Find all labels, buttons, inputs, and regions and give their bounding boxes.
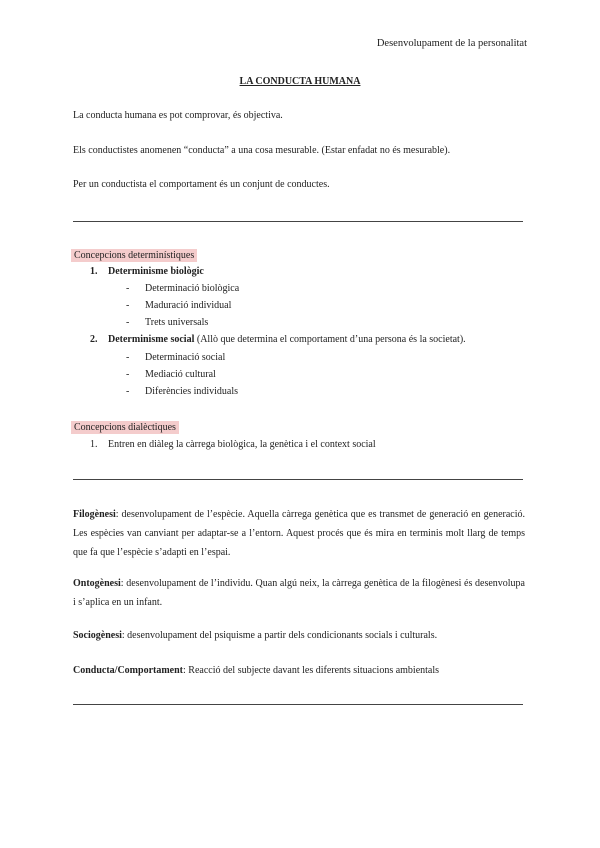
horizontal-divider <box>73 221 523 222</box>
sub-list-item-label: Maduració individual <box>145 300 232 311</box>
sub-list-item <box>126 369 216 380</box>
definition-text: : desenvolupament de l’individu. Quan algú neix, la càrrega genètica de la filogènesi és desenvolupa i s’aplica en un infant. <box>73 578 525 608</box>
dash-bullet: - <box>126 283 130 294</box>
sub-list-item-label: Determinació social <box>145 352 226 363</box>
sub-list-item <box>126 300 231 311</box>
dash-bullet: - <box>126 352 130 363</box>
list-item-title: Determinisme biològic <box>108 266 204 277</box>
dash-bullet: - <box>126 369 130 380</box>
definition-text: : desenvolupament del psiquisme a partir dels condicionants socials i culturals. <box>121 630 438 641</box>
sub-list-item <box>126 283 239 294</box>
sub-list-item-label: Trets universals <box>145 317 209 328</box>
definition-text: : Reacció del subjecte davant les diferents situacions ambientals <box>183 665 440 676</box>
list-item-title: Determinisme social <box>108 334 195 345</box>
definition-term: Conducta/Comportament <box>73 665 183 676</box>
sub-list-item-label: Mediació cultural <box>145 369 216 380</box>
list-item <box>90 266 204 277</box>
definition-term: Filogènesi <box>73 509 116 520</box>
definition-paragraph <box>73 626 525 645</box>
list-number: 1. <box>90 266 98 277</box>
definition-paragraph <box>73 505 525 562</box>
dash-bullet: - <box>126 386 130 397</box>
page-title: LA CONDUCTA HUMANA <box>239 76 361 87</box>
list-number: 2. <box>90 334 98 345</box>
list-item <box>90 334 466 345</box>
definition-term: Ontogènesi <box>73 578 121 589</box>
section-heading-dialectic: Concepcions dialèctiques <box>71 421 179 434</box>
sub-list-item-label: Diferències individuals <box>145 386 239 397</box>
sub-list-item <box>126 352 225 363</box>
dash-bullet: - <box>126 300 130 311</box>
page-header: Desenvolupament de la personalitat <box>376 38 527 49</box>
intro-paragraph-2: Els conductistes anomenen “conducta” a una cosa mesurable. (Estar enfadat no és mesurable). <box>73 145 451 156</box>
dash-bullet: - <box>126 317 130 328</box>
definition-paragraph <box>73 574 525 612</box>
definition-term: Sociogènesi <box>73 630 122 641</box>
horizontal-divider <box>73 479 523 480</box>
list-number: 1. <box>90 439 98 450</box>
sub-list-item <box>126 317 208 328</box>
list-item-text: Entren en diàleg la càrrega biològica, la genètica i el context social <box>108 439 376 450</box>
definition-paragraph <box>73 661 525 680</box>
horizontal-divider <box>73 704 523 705</box>
intro-paragraph-3: Per un conductista el comportament és un conjunt de conductes. <box>73 179 330 190</box>
definition-text: : desenvolupament de l’espècie. Aquella càrrega genètica que es transmet de generació en generació. Les espècies van canviant per adaptar-se a l’entorn. Aquest procés que és mira en terminis molt llarg de temps que fa que l’espècie s’adapti en l’espai. <box>73 509 525 558</box>
sub-list-item-label: Determinació biològica <box>145 283 240 294</box>
section-heading-deterministic: Concepcions determinístiques <box>71 249 197 262</box>
list-item <box>90 439 376 450</box>
intro-paragraph-1: La conducta humana es pot comprovar, és objectiva. <box>73 110 283 121</box>
sub-list-item <box>126 386 238 397</box>
list-item-note: (Allò que determina el comportament d’una persona és la societat). <box>194 334 466 345</box>
